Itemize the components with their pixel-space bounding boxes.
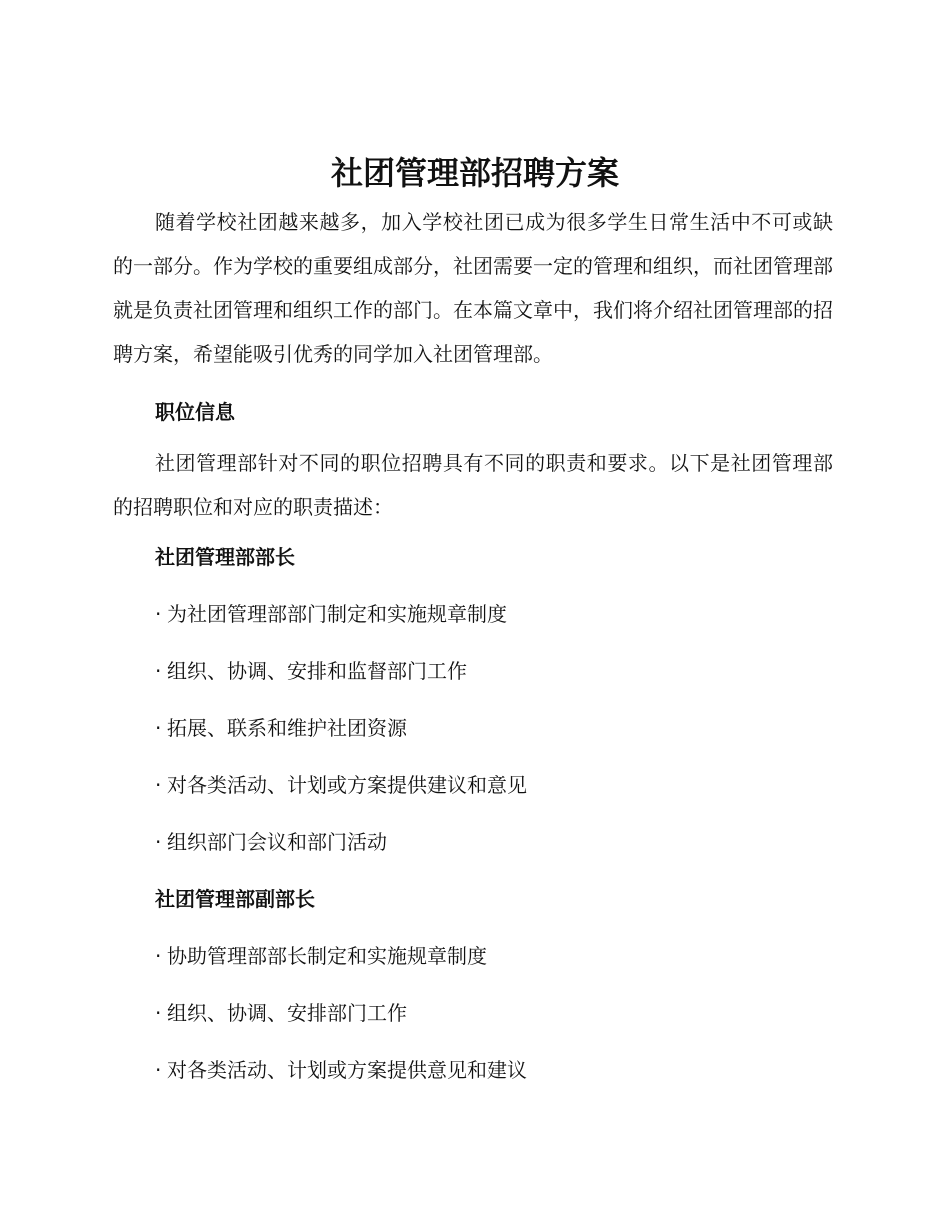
intro-paragraph: 随着学校社团越来越多，加入学校社团已成为很多学生日常生活中不可或缺的一部分。作为学校的重要组成部分，社团需要一定的管理和组织，而社团管理部就是负责社团管理和组织工作的部门。在本篇文章中，我们将介绍社团管理部的招聘方案，希望能吸引优秀的同学加入社团管理部。 [113,210,833,366]
duty-item [113,586,833,643]
duty-text: 为社团管理部部门制定和实施规章制度 [167,602,507,626]
position-heading: 社团管理部部长 [155,545,295,569]
duty-text: 协助管理部部长制定和实施规章制度 [167,944,487,968]
bullet-dot: · [155,944,162,968]
document-title: 社团管理部招聘方案 [330,154,619,192]
bullet-dot: · [155,1001,162,1025]
duty-item [113,928,833,985]
duty-item [113,814,833,871]
bullet-dot: · [155,1058,162,1082]
duty-item [113,700,833,757]
position-heading: 社团管理部副部长 [155,887,315,911]
section-paragraph: 社团管理部针对不同的职位招聘具有不同的职责和要求。以下是社团管理部的招聘职位和对应的职责描述： [113,451,833,519]
bullet-dot: · [155,830,162,854]
duty-item [113,985,833,1042]
duty-text: 对各类活动、计划或方案提供意见和建议 [167,1058,527,1082]
bullet-dot: · [155,659,162,683]
duty-text: 组织部门会议和部门活动 [167,830,387,854]
duty-text: 拓展、联系和维护社团资源 [167,716,407,740]
bullet-dot: · [155,773,162,797]
section-heading: 职位信息 [155,400,235,424]
duty-text: 对各类活动、计划或方案提供建议和意见 [167,773,527,797]
spacer [113,376,833,384]
bullet-dot: · [155,716,162,740]
document-body [113,200,833,1099]
duty-item [113,1042,833,1099]
duty-item [113,757,833,814]
duty-text: 组织、协调、安排和监督部门工作 [167,659,467,683]
bullet-dot: · [155,602,162,626]
duty-text: 组织、协调、安排部门工作 [167,1001,407,1025]
duty-item [113,643,833,700]
